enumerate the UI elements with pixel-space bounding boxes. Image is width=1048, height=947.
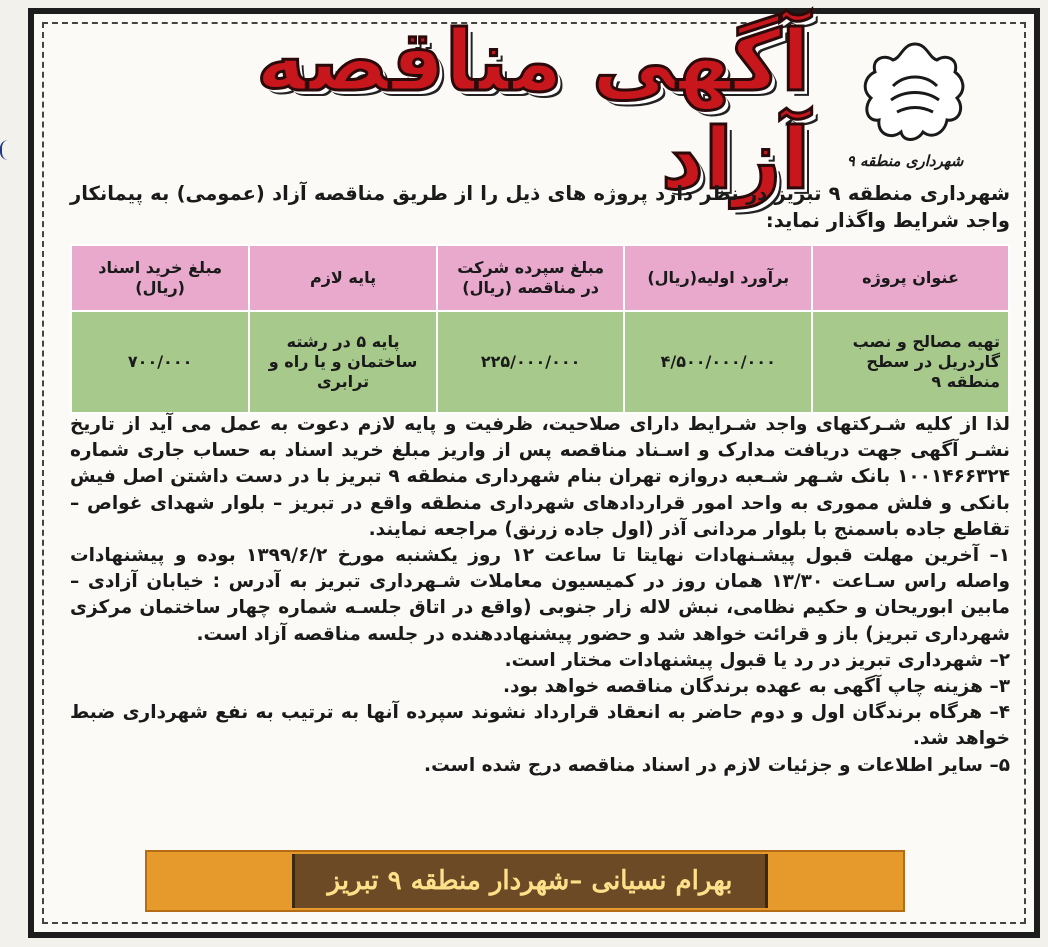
projects-table [70, 244, 1010, 414]
clause-5: ۵– سایر اطلاعات و جزئیات لازم در اسناد مناقصه درج شده است. [424, 754, 1010, 776]
headline-banner [150, 12, 810, 208]
cell-required-grade: پایه ۵ در رشته ساختمان و یا راه و ترابری [249, 311, 437, 413]
table-row [71, 311, 1009, 413]
notice-body [70, 412, 1010, 779]
body-paragraph: لذا از کلیه شـرکتهای واجد شـرایط دارای صلاحیت، ظرفیت و پایه لازم دعوت به عمل می آید از تاریخ نشـر آگهی جهت دریافت مدارک و اسـناد مناقصه پس از واریز مبلغ خرید اسناد به حساب جاری شماره ۱۰۰۱۴۶۶۳۲۴ بانک شـهر شـعبه دروازه تهران بنام شهرداری منطقه ۹ تبریز با در دست داشتن اصل فیش بانکی و فلش مموری به واحد امور قراردادهای شهرداری منطقه واقع در تبریز – بلوار شهدای غواص – تقاطع جاده باسمنج با بلوار مردانی آذر (اول جاده زرنق) مراجعه نمایند. [70, 414, 1010, 540]
headline-title: آگهی مناقصه آزاد [256, 12, 810, 208]
signature-plate [292, 854, 768, 908]
header-project-title: عنوان پروژه [812, 245, 1009, 311]
header-deposit: مبلغ سپرده شرکت در مناقصه (ریال) [437, 245, 625, 311]
cell-project-title: تهیه مصالح و نصب گاردریل در سطح منطقه ۹ [812, 311, 1009, 413]
intro-paragraph: شهرداری منطقه ۹ تبریز در نظر دارد پروژه های ذیل را از طریق مناقصه آزاد (عمومی) به پیمانکار واجد شرایط واگذار نماید: [70, 182, 1010, 232]
cell-document-price: ۷۰۰/۰۰۰ [71, 311, 249, 413]
table-header-row [71, 245, 1009, 311]
clause-4: ۴– هرگاه برندگان اول و دوم حاضر به انعقاد قرارداد نشوند سپرده آنها به ترتیب به نفع شهرداری ضبط خواهد شد. [70, 702, 1010, 750]
logo-caption: شهرداری منطقه ۹ [846, 152, 964, 170]
signature-bar [145, 850, 905, 912]
municipality-logo-icon [860, 32, 970, 172]
header-required-grade: پایه لازم [249, 245, 437, 311]
header-document-price: مبلغ خرید اسناد (ریال) [71, 245, 249, 311]
clause-1: ۱– آخرین مهلت قبول پیشـنهادات نهایتا تا ساعت ۱۲ روز یکشنبه مورخ ۱۳۹۹/۶/۲ بوده و پیشنهادات واصله راس سـاعت ۱۳/۳۰ همان روز در کمیسیون معاملات شـهرداری تبریز به آدرس : خیابان آزادی – مابین ابوریحان و حکیم نظامی، نبش لاله زار جنوبی (واقع در اتاق جلسـه شماره چهار ساختمان مرکزی شهرداری تبریز) باز و قرائت خواهد شد و حضور پیشنهاددهنده در جلسه مناقصه آزاد است. [70, 545, 1011, 645]
cell-initial-estimate: ۴/۵۰۰/۰۰۰/۰۰۰ [624, 311, 812, 413]
margin-pen-mark [0, 140, 16, 160]
cell-deposit: ۲۲۵/۰۰۰/۰۰۰ [437, 311, 625, 413]
header-initial-estimate: برآورد اولیه(ریال) [624, 245, 812, 311]
signature-text: بهرام نسیانی –شهردار منطقه ۹ تبریز [327, 866, 733, 896]
clause-2: ۲– شهرداری تبریز در رد یا قبول پیشنهادات مختار است. [504, 649, 1010, 671]
clause-3: ۳– هزینه چاپ آگهی به عهده برندگان مناقصه خواهد بود. [502, 676, 1010, 698]
